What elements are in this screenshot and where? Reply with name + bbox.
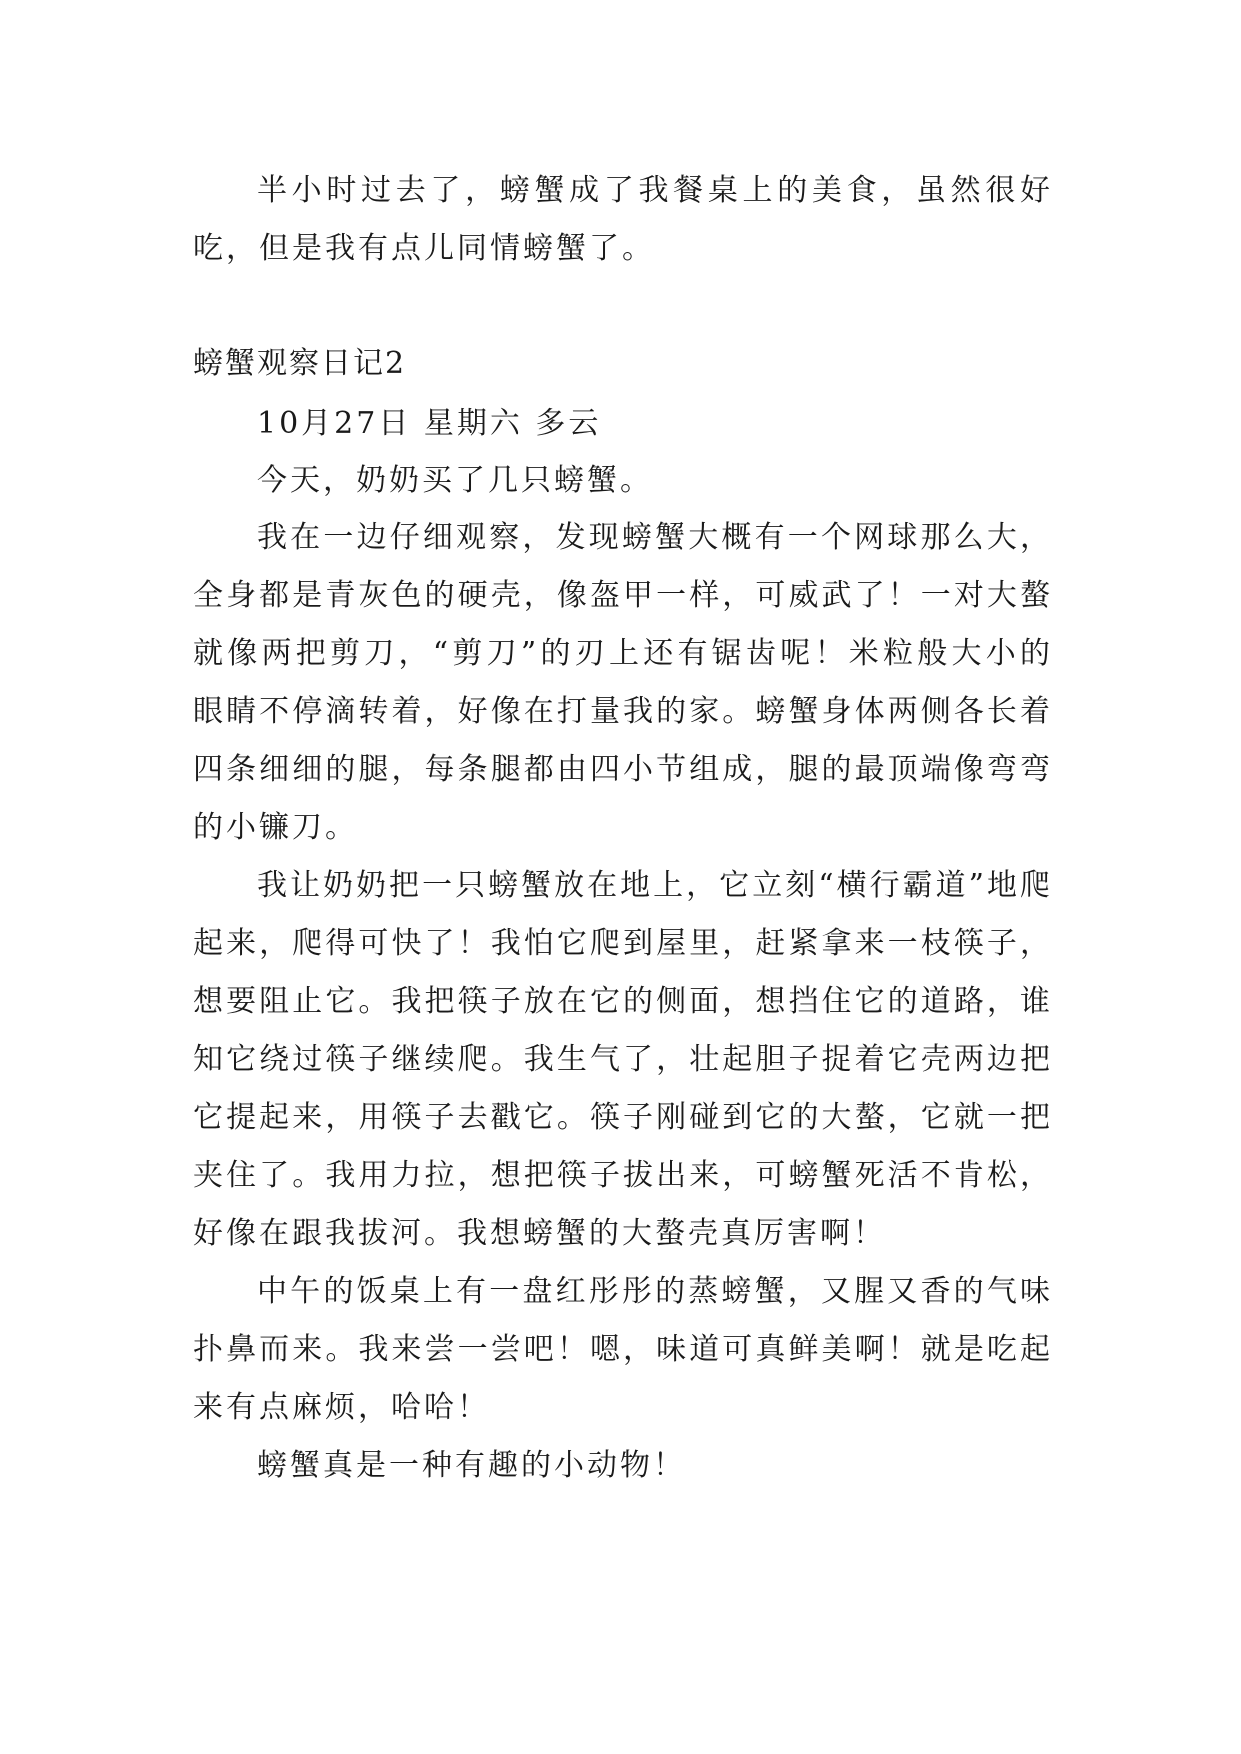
previous-entry-closing-paragraph: 半小时过去了，螃蟹成了我餐桌上的美食，虽然很好吃，但是我有点儿同情螃蟹了。: [193, 173, 1053, 266]
paragraph-grandma-bought-crabs: 今天，奶奶买了几只螃蟹。: [257, 463, 653, 498]
entry-date-weather: 10月27日 星期六 多云: [257, 406, 602, 441]
paragraph-conclusion: 螃蟹真是一种有趣的小动物！: [257, 1448, 686, 1483]
paragraph-crab-crawling: 我让奶奶把一只螃蟹放在地上，它立刻“横行霸道”地爬起来，爬得可快了！我怕它爬到屋里，赶紧拿来一枝筷子，想要阻止它。我把筷子放在它的侧面，想挡住它的道路，谁知它绕过筷子继续爬。我生气了，壮起胆子捉着它壳两边把它提起来，用筷子去戳它。筷子刚碰到它的大螯，它就一把夹住了。我用力拉，想把筷子拔出来，可螃蟹死活不肯松，好像在跟我拔河。我想螃蟹的大螯壳真厉害啊！: [193, 868, 1053, 1251]
paragraph-steamed-crab-lunch: 中午的饭桌上有一盘红彤彤的蒸螃蟹，又腥又香的气味扑鼻而来。我来尝一尝吧！嗯，味道可真鲜美啊！就是吃起来有点麻烦，哈哈！: [193, 1274, 1053, 1425]
entry-title: 螃蟹观察日记2: [193, 346, 407, 381]
paragraph-crab-appearance: 我在一边仔细观察，发现螃蟹大概有一个网球那么大，全身都是青灰色的硬壳，像盔甲一样，可威武了！一对大螯就像两把剪刀，“剪刀”的刃上还有锯齿呢！米粒般大小的眼睛不停滴转着，好像在打量我的家。螃蟹身体两侧各长着四条细细的腿，每条腿都由四小节组成，腿的最顶端像弯弯的小镰刀。: [193, 520, 1053, 845]
